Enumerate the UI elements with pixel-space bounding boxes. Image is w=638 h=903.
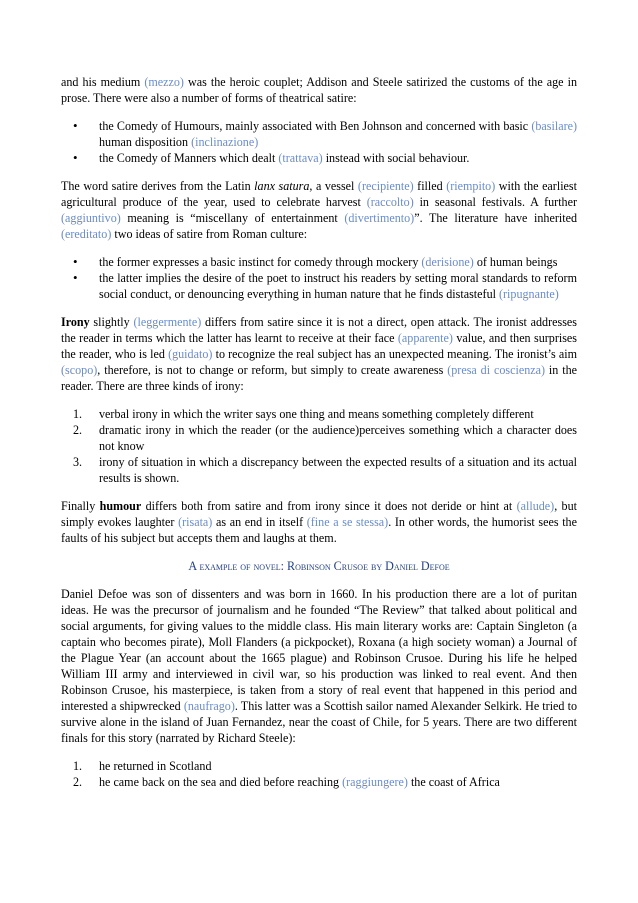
text: , but simply evokes laughter: [61, 499, 577, 529]
text: filled: [413, 179, 447, 193]
text: to recognize the real subject has an unexpected meaning. The ironist’s aim: [212, 347, 577, 361]
translation-note: (divertimento): [344, 211, 415, 225]
list-item: [61, 254, 577, 270]
text: he came back on the sea and died before reaching: [99, 775, 343, 789]
translation-note: (trattava): [278, 151, 323, 165]
list-item: [61, 406, 577, 422]
translation-note: (scopo): [61, 363, 98, 377]
list-item: [61, 118, 577, 150]
text: verbal irony in which the writer says one thing and means something completely different: [99, 407, 534, 421]
list-item: [61, 270, 577, 302]
bullet-list-satire-ideas: [61, 254, 577, 302]
list-number: 2.: [73, 775, 83, 789]
numbered-list-irony-kinds: [61, 406, 577, 486]
list-item: [61, 774, 577, 790]
text: ”. The literature have inherited: [414, 211, 578, 225]
text: two ideas of satire from Roman culture:: [111, 227, 308, 241]
translation-note: (apparente): [397, 331, 453, 345]
text: differs from satire since it is not a direct, open attack. The ironist addresses the reader in terms which the latter has learnt to receive at their face: [61, 315, 577, 345]
translation-note: (guidato): [168, 347, 213, 361]
list-number: 1.: [73, 407, 83, 421]
list-number: 3.: [73, 455, 83, 469]
text: dramatic irony in which the reader (or the audience)perceives something which a character does not know: [99, 423, 577, 453]
translation-note: (leggermente): [133, 315, 202, 329]
text: , a vessel: [309, 179, 358, 193]
text: . In other words, the humorist sees the faults of his subject but accepts them and laughs at them.: [61, 515, 577, 545]
text: was the heroic couplet; Addison and Steele satirized the customs of the age in prose. There were also a number of forms of theatrical satire:: [61, 75, 577, 105]
text: instead with social behaviour.: [322, 151, 470, 165]
text: the Comedy of Manners which dealt: [99, 151, 279, 165]
text: . This latter was a Scottish sailor named Alexander Selkirk. He tried to survive alone in the island of Juan Fernandez, near the coast of Chile, for 5 years. There are two different finals for this story (narrated by Richard Steele):: [61, 699, 577, 745]
translation-note: (risata): [178, 515, 213, 529]
bullet-icon: •: [73, 150, 78, 165]
text: the former expresses a basic instinct for comedy through mockery: [99, 255, 422, 269]
bullet-icon: •: [73, 118, 78, 133]
heading-text: A example of novel: Robinson Crusoe by Daniel Defoe: [188, 559, 450, 573]
translation-note: (derisione): [421, 255, 474, 269]
bullet-list-comedy: [61, 118, 577, 166]
text: differs both from satire and from irony since it does not deride or hint at: [141, 499, 517, 513]
term-humour: humour: [99, 499, 142, 513]
translation-note: (presa di coscienza): [447, 363, 545, 377]
text: with the earliest agricultural produce of the year, used to celebrate harvest: [61, 179, 577, 209]
paragraph-irony: [61, 314, 577, 394]
text: , therefore, is not to change or reform, but simply to create awareness: [97, 363, 448, 377]
paragraph-humour: [61, 498, 577, 546]
list-number: 1.: [73, 759, 83, 773]
paragraph-satire-origin: [61, 178, 577, 242]
bullet-icon: •: [73, 254, 78, 269]
text: The word satire derives from the Latin: [61, 179, 255, 193]
translation-note: (aggiuntivo): [61, 211, 121, 225]
text: value, and then surprises the reader, who is led: [61, 331, 577, 361]
text: of human beings: [473, 255, 558, 269]
translation-note: (ripugnante): [499, 287, 559, 301]
translation-note: (riempito): [446, 179, 496, 193]
translation-note: (basilare): [531, 119, 577, 133]
text: human disposition: [99, 135, 192, 149]
text: slightly: [89, 315, 134, 329]
translation-note: (inclinazione): [191, 135, 259, 149]
bullet-icon: •: [73, 270, 78, 285]
text: Finally: [61, 499, 100, 513]
latin-term: lanx satura: [254, 179, 310, 193]
translation-note: (allude): [516, 499, 555, 513]
text: the coast of Africa: [407, 775, 500, 789]
term-irony: Irony: [61, 315, 90, 329]
list-item: [61, 758, 577, 774]
list-item: [61, 150, 577, 166]
paragraph-defoe: [61, 586, 577, 746]
list-number: 2.: [73, 423, 83, 437]
text: the Comedy of Humours, mainly associated with Ben Johnson and concerned with basic: [99, 119, 532, 133]
text: irony of situation in which a discrepancy between the expected results of a situation and its actual results is shown.: [99, 455, 577, 485]
text: as an end in itself: [212, 515, 307, 529]
text: and his medium: [61, 75, 145, 89]
paragraph-satire-medium: [61, 74, 577, 106]
numbered-list-finals: [61, 758, 577, 790]
text: he returned in Scotland: [99, 759, 212, 773]
text: Daniel Defoe was son of dissenters and was born in 1660. In his production there are a lot of puritan ideas. He was the precursor of journalism and he founded “The Review” that talked about political and social arguments, for giving values to the middle class. His main literary works are: Captain Singleton (a captain who becomes pirate), Moll Flanders (a pickpocket), Roxana (a high society woman) a Journal of the Plague Year (an account about the 1665 plague) and Robinson Crusoe. During his life he helped William III army and interviewed in civil war, so his production was linked to real event. And then Robinson Crusoe, his masterpiece, is taken from a story of real event that happened in this period and interested a shipwrecked: [61, 587, 577, 713]
text: meaning is “miscellany of entertainment: [120, 211, 345, 225]
translation-note: (recipiente): [357, 179, 414, 193]
list-item: [61, 422, 577, 454]
text: in seasonal festivals. A further: [413, 195, 577, 209]
translation-note: (naufrago): [183, 699, 235, 713]
translation-note: (raggiungere): [342, 775, 408, 789]
text: in the reader. There are three kinds of irony:: [61, 363, 577, 393]
translation-note: (ereditato): [61, 227, 112, 241]
translation-note: (raccolto): [366, 195, 414, 209]
text: the latter implies the desire of the poet to instruct his readers by setting moral standards to reform social conduct, or denouncing everything in human nature that he finds distasteful: [99, 271, 577, 301]
translation-note: (fine a se stessa): [306, 515, 389, 529]
translation-note: (mezzo): [144, 75, 184, 89]
list-item: [61, 454, 577, 486]
section-heading: [61, 558, 577, 574]
